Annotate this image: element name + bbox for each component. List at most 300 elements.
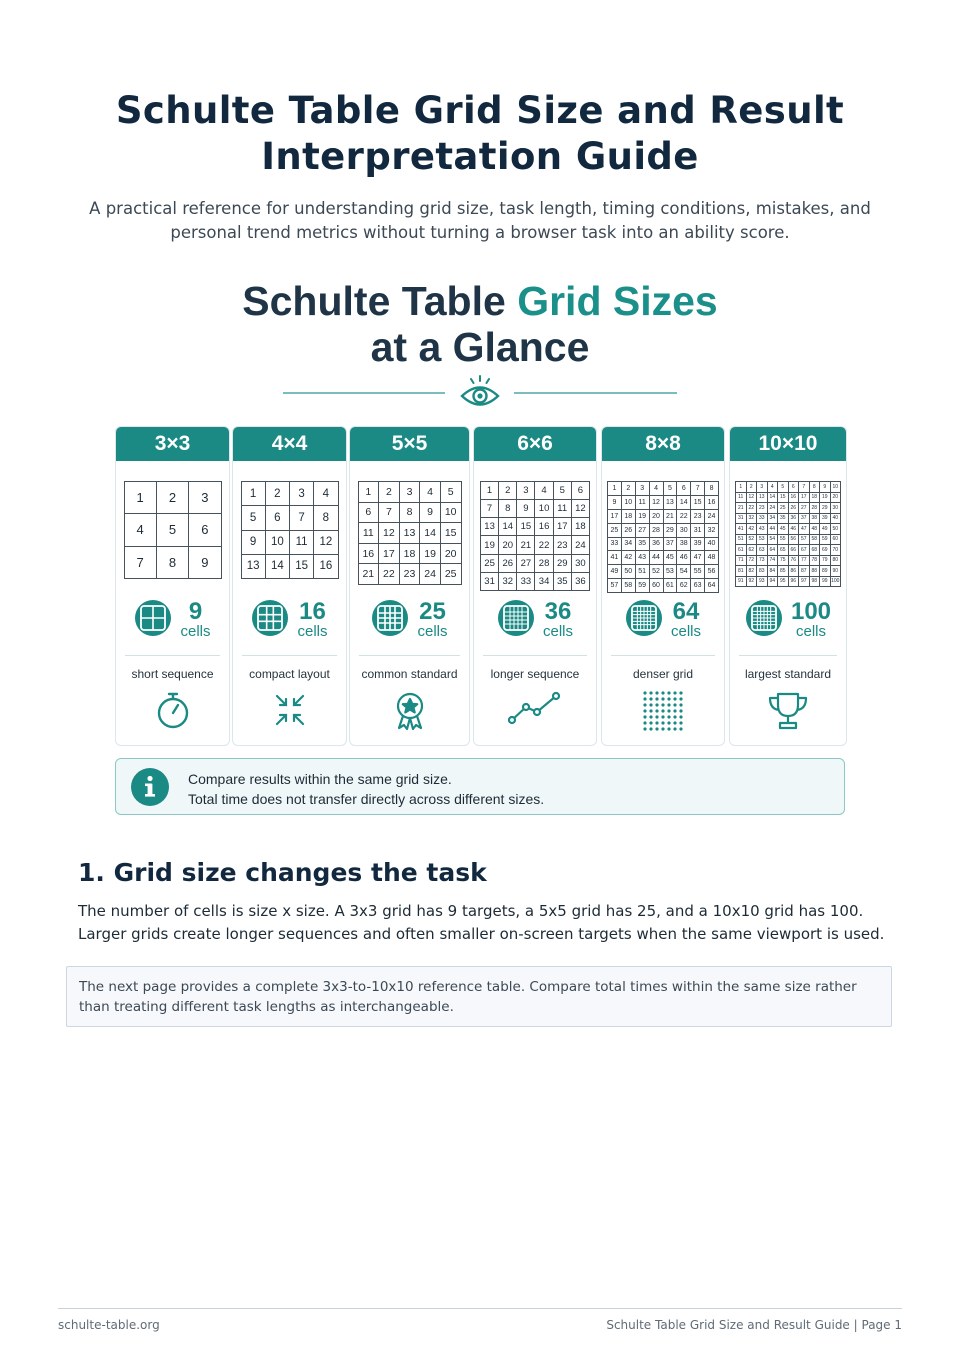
grid-cell: 1: [359, 482, 379, 502]
grid-cell: 10: [622, 496, 635, 509]
grid-badge-icon: [251, 599, 289, 641]
grid-cell: 10: [441, 503, 461, 523]
grid-card-label: 6×6: [474, 427, 596, 461]
grid-cell: 14: [769, 494, 776, 501]
note-line-1: Compare results within the same grid size.: [188, 771, 452, 787]
grid-cell: 7: [379, 503, 399, 523]
grid-cell: 48: [705, 551, 718, 564]
grid-cell: 7: [290, 506, 313, 529]
grid-cell: 10: [266, 531, 289, 554]
grid-card-description: largest standard: [744, 667, 832, 681]
cell-count-number: 100: [790, 598, 832, 625]
footer-divider: [58, 1308, 902, 1309]
grid-card-description: compact layout: [249, 667, 330, 681]
grid-cell: 15: [441, 523, 461, 543]
grid-cell: 62: [677, 579, 690, 592]
grid-cell: 46: [790, 525, 797, 532]
grid-cell: 8: [157, 547, 188, 578]
grid-cell: 5: [157, 514, 188, 545]
grid-cell: 16: [790, 494, 797, 501]
grid-cell: 18: [572, 518, 589, 535]
grid-cell: 56: [705, 565, 718, 578]
grid-cell: 41: [608, 551, 621, 564]
grid-cell: 39: [821, 515, 828, 522]
grid-cell: 50: [622, 565, 635, 578]
grid-cell: 78: [811, 557, 818, 564]
cell-count-number: 64: [672, 598, 700, 625]
grid-cell: 70: [832, 546, 839, 553]
grid-cell: 9: [608, 496, 621, 509]
grid-cell: 17: [379, 544, 399, 564]
grid-card-label: 3×3: [116, 427, 229, 461]
grid-cell: 32: [499, 573, 516, 590]
grid-cell: 1: [481, 482, 498, 499]
grid-cell: 10: [535, 500, 552, 517]
grid-card-description: longer sequence: [490, 667, 580, 681]
cell-count-number: 36: [544, 598, 572, 625]
grid-cell: 37: [800, 515, 807, 522]
cell-count-unit: cells: [542, 623, 573, 640]
eye-icon: [460, 375, 500, 409]
section-body: The number of cells is size x size. A 3x3 grid has 9 targets, a 5x5 grid has 25, and a 10x10 grid has 100. Larger grids create longer sequences and often smaller on-screen targets when the same viewport is used.: [78, 902, 885, 943]
card-divider: [359, 655, 460, 656]
cell-count: [233, 599, 346, 641]
cell-count-number: 16: [299, 598, 326, 625]
grid-card-6x6: [473, 426, 597, 746]
cell-count-unit: cells: [670, 623, 701, 640]
grid-cell: 58: [622, 579, 635, 592]
grid-cell: 21: [737, 504, 744, 511]
grid-cell: 100: [831, 578, 840, 585]
grid-cell: 16: [359, 544, 379, 564]
grid-cell: 25: [779, 504, 786, 511]
grid-cell: 54: [769, 536, 776, 543]
grid-cell: 31: [737, 515, 744, 522]
grid-cell: 17: [608, 510, 621, 523]
card-divider: [739, 655, 837, 656]
grid-card-5x5: [349, 426, 470, 746]
grid-card-description: common standard: [361, 667, 458, 681]
grid-cell: 19: [420, 544, 440, 564]
grid-cell: 22: [379, 564, 399, 584]
grid-cell: 7: [125, 547, 156, 578]
grid-cell: 4: [125, 514, 156, 545]
grid-cell: 26: [499, 555, 516, 572]
grid-cell: 30: [572, 555, 589, 572]
grid-cell: 61: [664, 579, 677, 592]
dot-grid-icon: [643, 691, 683, 735]
grid-cell: 53: [758, 536, 765, 543]
grid-cell: 24: [705, 510, 718, 523]
grid-cell: 6: [572, 482, 589, 499]
grid-cell: 37: [664, 538, 677, 551]
grid-cell: 91: [737, 578, 744, 585]
grid-cell: 80: [832, 557, 839, 564]
stopwatch-icon: [155, 691, 191, 733]
grid-cell: 66: [790, 546, 797, 553]
grid-cell: 3: [290, 482, 313, 505]
grid-cell: 29: [554, 555, 571, 572]
grid-cell: 86: [790, 567, 797, 574]
grid-cell: 13: [242, 555, 265, 578]
grid-cell: 15: [691, 496, 704, 509]
grid-cell: 64: [705, 579, 718, 592]
award-ribbon-icon: [392, 691, 428, 735]
grid-cell: 7: [799, 482, 809, 492]
grid-cell: 67: [800, 546, 807, 553]
cell-count-unit: cells: [297, 623, 328, 640]
grid-cell: 23: [691, 510, 704, 523]
grid-cell: 11: [290, 531, 313, 554]
grid-cell: 49: [821, 525, 828, 532]
grid-cell: 34: [622, 538, 635, 551]
grid-cell: 77: [800, 557, 807, 564]
grid-cell: 13: [758, 494, 765, 501]
compress-arrows-icon: [272, 691, 308, 733]
grid-cell: 93: [758, 578, 765, 585]
grid-cell: 49: [608, 565, 621, 578]
grid-cell: 82: [748, 567, 755, 574]
reference-callout: [66, 966, 892, 1027]
grid-cell: 55: [779, 536, 786, 543]
grid-cell: 31: [691, 524, 704, 537]
grid-cell: 21: [664, 510, 677, 523]
grid-cell: 11: [636, 496, 649, 509]
grid-cell: 4: [535, 482, 552, 499]
grid-cell: 4: [768, 482, 778, 492]
grid-cell: 87: [800, 567, 807, 574]
grid-cell: 95: [779, 578, 786, 585]
grid-cell: 5: [242, 506, 265, 529]
grid-cell: 20: [441, 544, 461, 564]
grid-cell: 14: [677, 496, 690, 509]
grid-cell: 69: [821, 546, 828, 553]
grid-cell: 8: [499, 500, 516, 517]
grid-cell: 9: [242, 531, 265, 554]
grid-cell: 68: [811, 546, 818, 553]
grid-cell: 9: [189, 547, 220, 578]
grid-cell: 3: [400, 482, 420, 502]
grid-cell: 5: [441, 482, 461, 502]
grid-cell: 2: [379, 482, 399, 502]
grid-cell: 35: [779, 515, 786, 522]
grid-badge-icon: [371, 599, 409, 641]
grid-cell: 59: [636, 579, 649, 592]
number-grid: [241, 481, 339, 579]
grid-cell: 2: [499, 482, 516, 499]
grid-cell: 34: [769, 515, 776, 522]
grid-cell: 1: [125, 482, 156, 513]
number-grid: [607, 481, 719, 593]
grid-cell: 5: [554, 482, 571, 499]
grid-cell: 51: [737, 536, 744, 543]
grid-cell: 21: [359, 564, 379, 584]
grid-cell: 6: [189, 514, 220, 545]
grid-cell: 15: [779, 494, 786, 501]
grid-cell: 24: [769, 504, 776, 511]
grid-cell: 19: [821, 494, 828, 501]
grid-cell: 8: [705, 482, 718, 495]
grid-cell: 8: [810, 482, 820, 492]
grid-cell: 88: [811, 567, 818, 574]
cell-count: [116, 599, 229, 641]
grid-cell: 1: [608, 482, 621, 495]
grid-cell: 13: [400, 523, 420, 543]
grid-cell: 14: [266, 555, 289, 578]
grid-cell: 43: [636, 551, 649, 564]
grid-card-label: 4×4: [233, 427, 346, 461]
card-divider: [125, 655, 220, 656]
grid-cell: 15: [517, 518, 534, 535]
grid-cell: 51: [636, 565, 649, 578]
grid-cell: 24: [420, 564, 440, 584]
grid-cell: 53: [664, 565, 677, 578]
grid-cell: 12: [314, 531, 337, 554]
grid-cell: 9: [420, 503, 440, 523]
grid-card-4x4: [232, 426, 347, 746]
grid-cell: 34: [535, 573, 552, 590]
grid-cell: 28: [650, 524, 663, 537]
grid-cell: 26: [790, 504, 797, 511]
grid-card-description: short sequence: [131, 667, 214, 681]
grid-cell: 42: [622, 551, 635, 564]
grid-cell: 1: [242, 482, 265, 505]
grid-cell: 46: [677, 551, 690, 564]
grid-cell: 39: [691, 538, 704, 551]
grid-cell: 16: [535, 518, 552, 535]
grid-cell: 2: [622, 482, 635, 495]
grid-cell: 59: [821, 536, 828, 543]
grid-cell: 38: [811, 515, 818, 522]
grid-cell: 96: [790, 578, 797, 585]
grid-cell: 22: [677, 510, 690, 523]
grid-cell: 13: [481, 518, 498, 535]
grid-cell: 29: [664, 524, 677, 537]
grid-cell: 23: [400, 564, 420, 584]
grid-cell: 11: [359, 523, 379, 543]
grid-cell: 65: [779, 546, 786, 553]
cell-count-number: 25: [419, 598, 446, 625]
grid-cell: 74: [769, 557, 776, 564]
grid-cell: 23: [758, 504, 765, 511]
grid-cell: 56: [790, 536, 797, 543]
grid-cell: 72: [748, 557, 755, 564]
comparison-note: [115, 758, 845, 815]
grid-cell: 9: [517, 500, 534, 517]
note-line-2: Total time does not transfer directly across different sizes.: [188, 791, 545, 807]
grid-cell: 85: [779, 567, 786, 574]
grid-cell: 25: [481, 555, 498, 572]
grid-badge-icon: [745, 599, 783, 641]
grid-card-10x10: [729, 426, 847, 746]
grid-cell: 18: [622, 510, 635, 523]
grid-cell: 25: [441, 564, 461, 584]
grid-badge-icon: [497, 599, 535, 641]
grid-cell: 15: [290, 555, 313, 578]
grid-cell: 23: [554, 536, 571, 553]
grid-cell: 55: [691, 565, 704, 578]
grid-cell: 12: [748, 494, 755, 501]
grid-cell: 11: [554, 500, 571, 517]
grid-cell: 89: [821, 567, 828, 574]
grid-cell: 44: [769, 525, 776, 532]
grid-cell: 12: [379, 523, 399, 543]
cell-count-unit: cells: [180, 623, 211, 640]
grid-cell: 61: [737, 546, 744, 553]
grid-cell: 45: [664, 551, 677, 564]
grid-sizes-infographic: [115, 278, 845, 818]
grid-card-label: 5×5: [350, 427, 469, 461]
grid-cell: 98: [811, 578, 818, 585]
cell-count: [350, 599, 469, 641]
grid-cell: 30: [677, 524, 690, 537]
section-heading: 1. Grid size changes the task: [78, 858, 487, 887]
cell-count-unit: cells: [417, 623, 448, 640]
grid-cell: 6: [789, 482, 799, 492]
grid-card-8x8: [601, 426, 725, 746]
grid-cell: 21: [517, 536, 534, 553]
infographic-title: [115, 278, 845, 370]
grid-cell: 36: [790, 515, 797, 522]
cell-count-unit: cells: [795, 623, 826, 640]
grid-cell: 12: [650, 496, 663, 509]
grid-cell: 60: [650, 579, 663, 592]
cell-count: [730, 599, 846, 641]
grid-cell: 81: [737, 567, 744, 574]
callout-text: The next page provides a complete 3x3-to-10x10 reference table. Compare total times within the same size rather than treating different task lengths as interchangeable.: [79, 979, 857, 1015]
grid-cell: 36: [572, 573, 589, 590]
grid-cell: 9: [820, 482, 830, 492]
grid-cell: 22: [535, 536, 552, 553]
grid-cell: 26: [622, 524, 635, 537]
grid-cell: 32: [748, 515, 755, 522]
grid-cell: 47: [691, 551, 704, 564]
grid-cell: 2: [157, 482, 188, 513]
number-grid: [358, 481, 462, 585]
number-grid: [124, 481, 222, 579]
grid-cell: 83: [758, 567, 765, 574]
grid-cell: 6: [359, 503, 379, 523]
grid-cell: 13: [664, 496, 677, 509]
grid-cell: 3: [189, 482, 220, 513]
grid-cell: 33: [608, 538, 621, 551]
grid-cell: 79: [821, 557, 828, 564]
grid-cell: 75: [779, 557, 786, 564]
trophy-icon: [766, 691, 810, 735]
page-title: Schulte Table Grid Size and Result Interpretation Guide: [115, 89, 845, 178]
grid-cell: 97: [800, 578, 807, 585]
grid-cell: 50: [832, 525, 839, 532]
grid-cell: 5: [778, 482, 788, 492]
grid-cell: 54: [677, 565, 690, 578]
cell-count: [474, 599, 596, 641]
grid-card-description: denser grid: [632, 667, 694, 681]
grid-cell: 58: [811, 536, 818, 543]
grid-cell: 18: [811, 494, 818, 501]
divider-line-right: [514, 392, 677, 394]
number-grid: [735, 481, 841, 587]
grid-cell: 52: [748, 536, 755, 543]
grid-cell: 38: [677, 538, 690, 551]
grid-cell: 41: [737, 525, 744, 532]
grid-cell: 76: [790, 557, 797, 564]
grid-cell: 47: [800, 525, 807, 532]
grid-cell: 27: [636, 524, 649, 537]
grid-cell: 99: [821, 578, 828, 585]
number-grid: [480, 481, 590, 591]
footer-page-label: Schulte Table Grid Size and Result Guide | Page 1: [606, 1318, 902, 1332]
divider-line-left: [283, 392, 445, 394]
grid-cell: 3: [636, 482, 649, 495]
grid-cell: 6: [266, 506, 289, 529]
grid-cell: 33: [758, 515, 765, 522]
grid-cell: 10: [832, 483, 839, 490]
infographic-title-accent: Grid Sizes: [517, 278, 718, 324]
grid-cell: 20: [832, 494, 839, 501]
grid-cell: 20: [499, 536, 516, 553]
grid-cell: 14: [499, 518, 516, 535]
grid-cell: 19: [636, 510, 649, 523]
grid-cell: 7: [481, 500, 498, 517]
grid-cell: 18: [400, 544, 420, 564]
grid-cell: 1: [736, 482, 746, 492]
grid-cell: 35: [554, 573, 571, 590]
grid-cell: 17: [554, 518, 571, 535]
grid-cell: 90: [832, 567, 839, 574]
grid-badge-icon: [134, 599, 172, 641]
grid-cell: 30: [832, 504, 839, 511]
grid-cell: 36: [650, 538, 663, 551]
grid-cell: 28: [535, 555, 552, 572]
card-divider: [242, 655, 337, 656]
footer-site: schulte-table.org: [58, 1318, 160, 1332]
grid-cell: 25: [608, 524, 621, 537]
grid-cell: 27: [517, 555, 534, 572]
grid-cell: 60: [832, 536, 839, 543]
card-divider: [611, 655, 715, 656]
grid-cell: 35: [636, 538, 649, 551]
grid-cell: 17: [800, 494, 807, 501]
grid-card-3x3: [115, 426, 230, 746]
cell-count-number: 9: [188, 598, 203, 625]
line-trend-icon: [508, 691, 562, 729]
grid-cell: 7: [691, 482, 704, 495]
grid-cell: 19: [481, 536, 498, 553]
grid-cell: 2: [266, 482, 289, 505]
grid-cell: 57: [800, 536, 807, 543]
grid-cell: 6: [677, 482, 690, 495]
infographic-title-part1: Schulte Table: [242, 278, 518, 324]
grid-cell: 32: [705, 524, 718, 537]
cell-count: [602, 599, 724, 641]
info-icon: [130, 767, 170, 807]
grid-cell: 63: [758, 546, 765, 553]
grid-cell: 84: [769, 567, 776, 574]
infographic-title-part3: at a Glance: [370, 324, 590, 370]
grid-cell: 16: [314, 555, 337, 578]
grid-cell: 57: [608, 579, 621, 592]
grid-cell: 14: [420, 523, 440, 543]
grid-cell: 45: [779, 525, 786, 532]
grid-cell: 8: [400, 503, 420, 523]
grid-cell: 4: [650, 482, 663, 495]
page-subtitle: A practical reference for understanding grid size, task length, timing conditions, mistakes, and personal trend metrics without turning a browser task into an ability score.: [89, 199, 871, 242]
grid-cell: 40: [705, 538, 718, 551]
grid-cell: 24: [572, 536, 589, 553]
grid-cell: 27: [800, 504, 807, 511]
grid-cell: 4: [420, 482, 440, 502]
grid-cell: 4: [314, 482, 337, 505]
